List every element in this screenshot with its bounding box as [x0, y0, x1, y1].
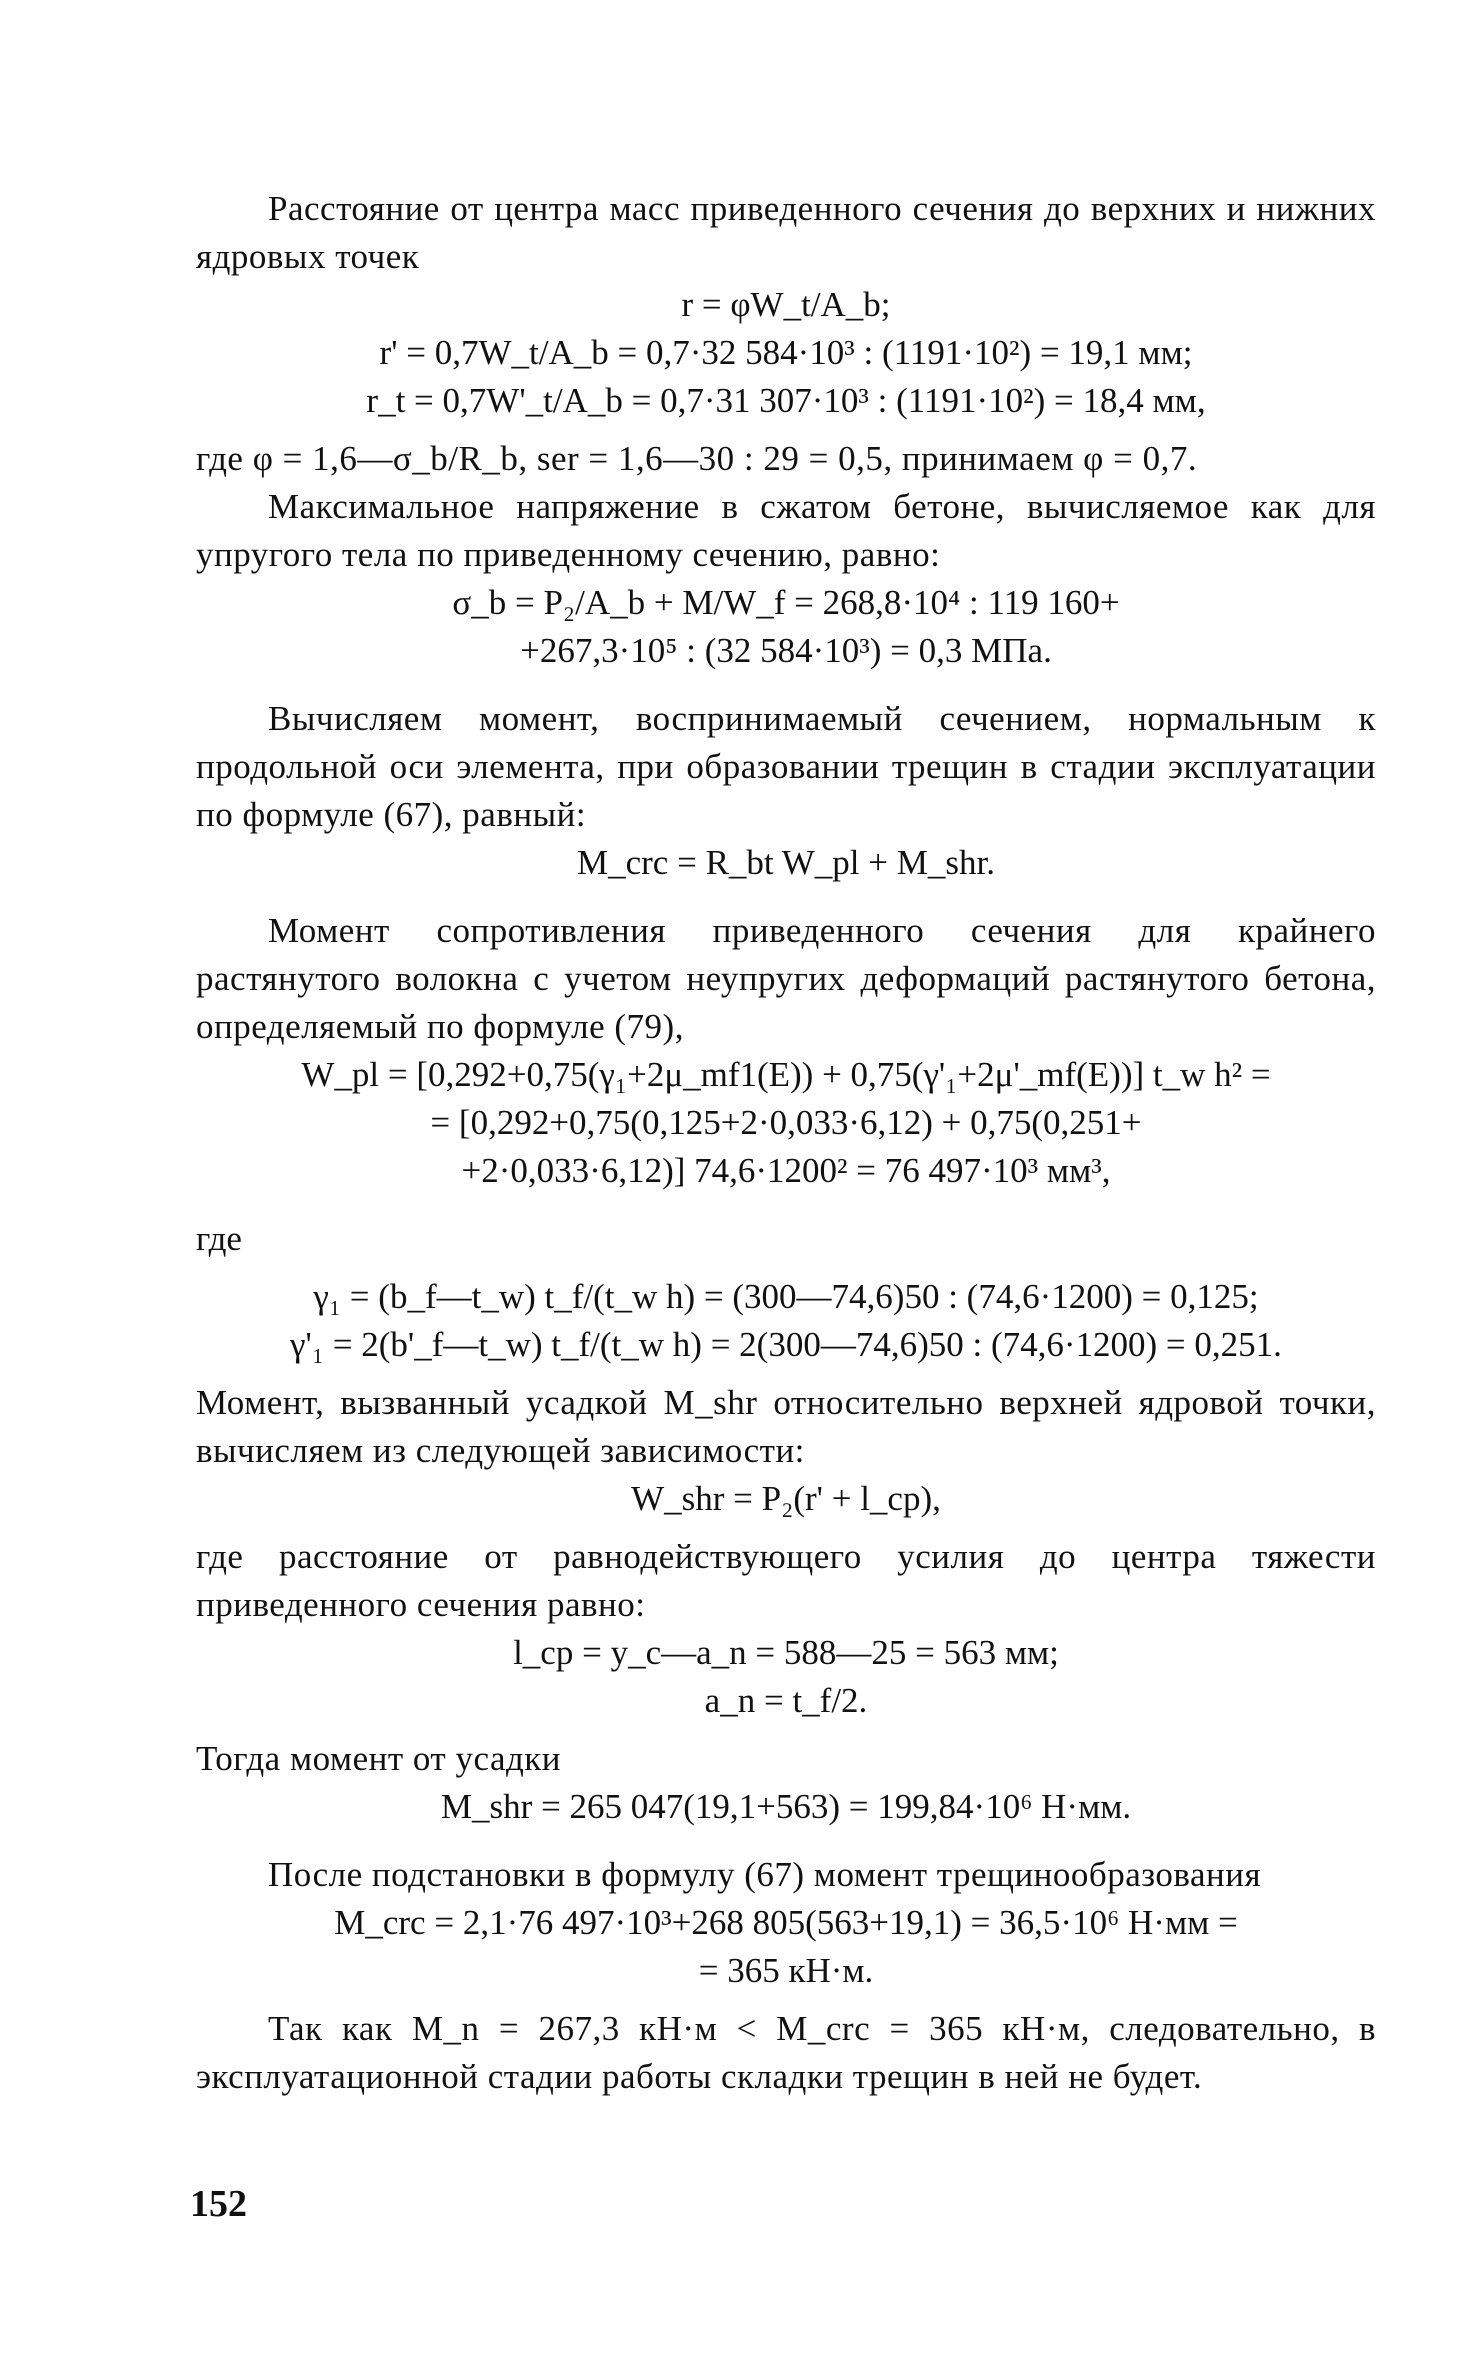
formula-r-prime: r' = 0,7W_t/A_b = 0,7·32 584·10³ : (1191·10²) = 19,1 мм;	[379, 333, 1193, 372]
paragraph-core-distance: Расстояние от центра масс приведенного сечения до верхних и нижних ядровых точек	[196, 189, 1376, 276]
paragraph-resistance-moment: Момент сопротивления приведенного сечения для крайнего растянутого волокна с учетом неупругих деформаций растянутого бетона, определяемый по формуле (79),	[196, 911, 1376, 1046]
formula-wpl-line1: W_pl = [0,292+0,75(γ₁+2μ_mf1(E)) + 0,75(γ'₁+2μ'_mf(E))] t_w h² =	[301, 1055, 1271, 1094]
formula-an: a_n = t_f/2.	[704, 1681, 868, 1720]
formula-r: r = φW_t/A_b;	[681, 285, 891, 324]
paragraph-shrinkage-moment: Момент, вызванный усадкой M_shr относительно верхней ядровой точки, вычисляем из следующей зависимости:	[196, 1383, 1376, 1470]
formula-r-t: r_t = 0,7W'_t/A_b = 0,7·31 307·10³ : (1191·10²) = 18,4 мм,	[366, 381, 1206, 420]
paragraph-then: Тогда момент от усадки	[196, 1739, 562, 1778]
formula-sigma-line2: +267,3·10⁵ : (32 584·10³) = 0,3 МПа.	[520, 631, 1052, 670]
formula-wshr: W_shr = P₂(r' + l_cp),	[631, 1479, 941, 1518]
formula-sigma-line1: σ_b = P₂/A_b + M/W_f = 268,8·10⁴ : 119 160+	[452, 583, 1120, 622]
paragraph-phi: где φ = 1,6—σ_b/R_b, ser = 1,6—30 : 29 = 0,5, принимаем φ = 0,7.	[196, 439, 1198, 478]
formula-mcrc-value-line1: M_crc = 2,1·76 497·10³+268 805(563+19,1) = 36,5·10⁶ Н·мм =	[334, 1903, 1238, 1942]
formula-mcrc-value-line2: = 365 кН·м.	[698, 1951, 874, 1990]
paragraph-conclusion: Так как M_n = 267,3 кН·м < M_crc = 365 кН·м, следовательно, в эксплуатационной стадии работы складки трещин в ней не будет.	[196, 2009, 1376, 2096]
page-number: 152	[190, 2183, 247, 2225]
paragraph-max-stress: Максимальное напряжение в сжатом бетоне, вычисляемое как для упругого тела по приведенному сечению, равно:	[196, 487, 1376, 574]
paragraph-moment: Вычисляем момент, воспринимаемый сечением, нормальным к продольной оси элемента, при образовании трещин в стадии эксплуатации по формуле (67), равный:	[196, 699, 1376, 834]
where-label: где	[196, 1219, 242, 1258]
paragraph-distance: где расстояние от равнодействующего усилия до центра тяжести приведенного сечения равно:	[196, 1537, 1376, 1624]
formula-mcrc: M_crc = R_bt W_pl + M_shr.	[577, 843, 995, 882]
formula-wpl-line3: +2·0,033·6,12)] 74,6·1200² = 76 497·10³ мм³,	[461, 1151, 1111, 1190]
formula-wpl-line2: = [0,292+0,75(0,125+2·0,033·6,12) + 0,75(0,251+	[430, 1103, 1142, 1142]
formula-mshr: M_shr = 265 047(19,1+563) = 199,84·10⁶ Н·мм.	[440, 1787, 1132, 1826]
formula-gamma1: γ₁ = (b_f—t_w) t_f/(t_w h) = (300—74,6)50 : (74,6·1200) = 0,125;	[313, 1277, 1259, 1316]
paragraph-substitution: После подстановки в формулу (67) момент трещинообразования	[268, 1855, 1262, 1894]
formula-gamma1-prime: γ'₁ = 2(b'_f—t_w) t_f/(t_w h) = 2(300—74,6)50 : (74,6·1200) = 0,251.	[290, 1325, 1282, 1364]
text-column	[196, 185, 1376, 2101]
formula-lcp: l_cp = y_c—a_n = 588—25 = 563 мм;	[513, 1633, 1059, 1672]
